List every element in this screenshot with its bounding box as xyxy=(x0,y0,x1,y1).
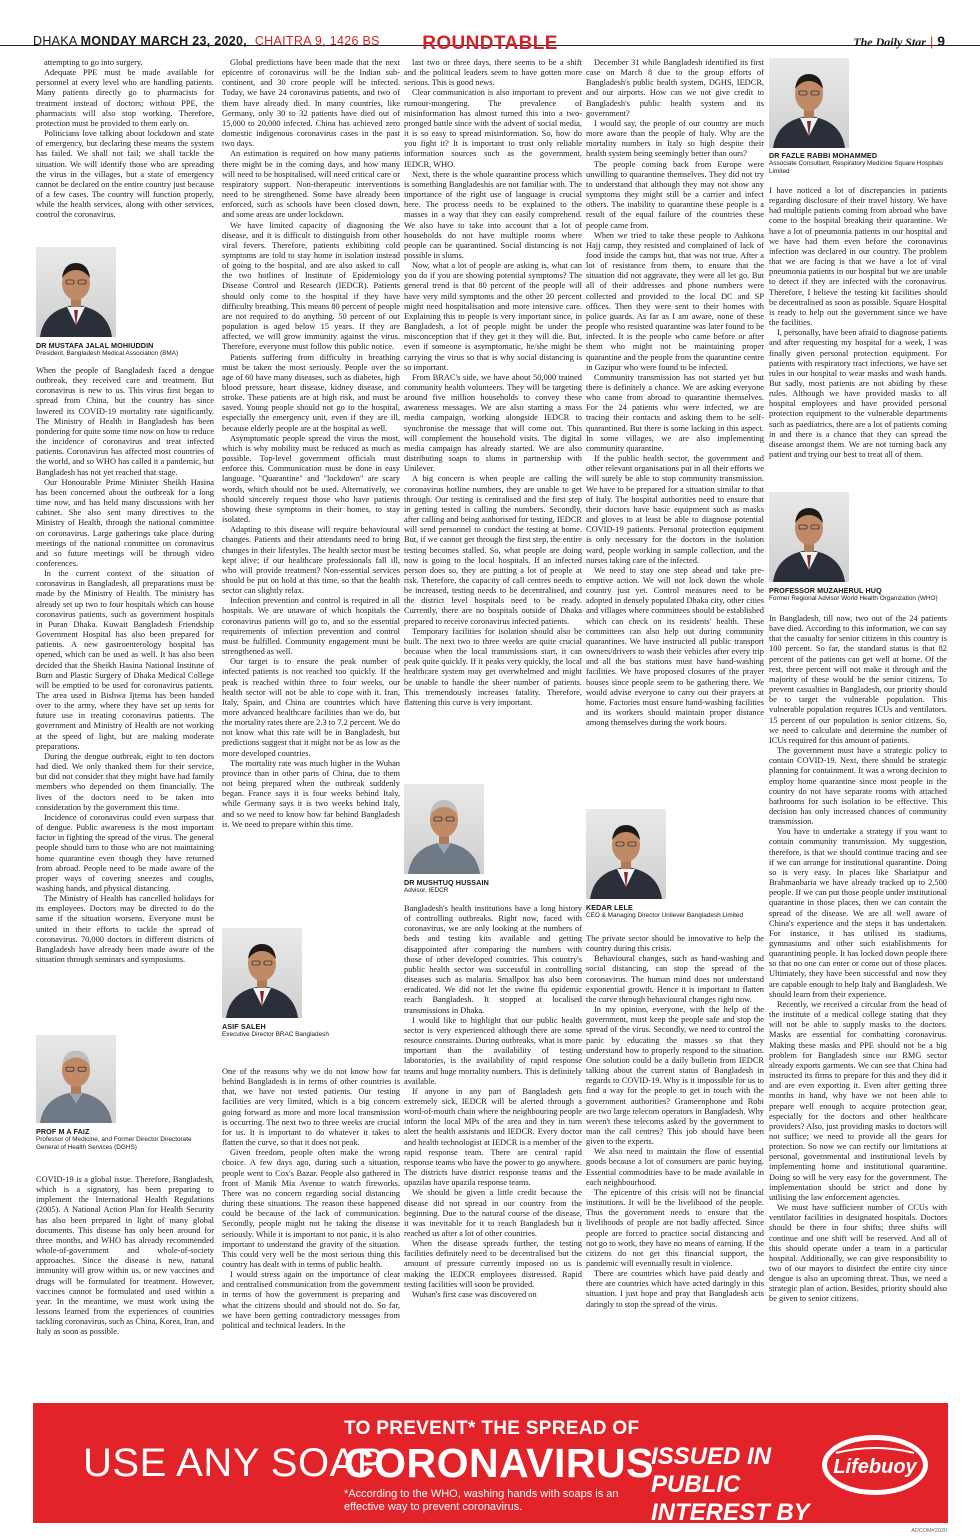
dateline-date: MONDAY MARCH 23, 2020, xyxy=(80,34,248,48)
column-5-top xyxy=(769,186,947,460)
column-2-top xyxy=(222,58,400,830)
article-paragraph: Adequate PPE must be made available for personnel at every level who are handling patients. Many patients directly go to pharmacists for treatment instead of doctors; without PPE, the pharmacists will also stop working. Therefore, protection must be provided to them early on. xyxy=(36,68,214,128)
article-paragraph: Asymptomatic people spread the virus the most, which is why mobility must be reduced as much as possible. Top-level government officials must enforce this. Communication must be done in easy language. "Quarantine" and "lockdown" are scary words, which should not be used. Alternatively, we should sincerely request those who have patients showing these symptoms in their homes, to stay isolated. xyxy=(222,433,400,525)
speaker-caption-faiz xyxy=(36,1128,214,1152)
article-paragraph: Our target is to ensure the peak number of infected patients is not reached too quickly. If the peak is reached within three to four weeks, our health sector will not be able to cope with it. Iran, Italy, Spain, and China are countries which have more advanced healthcare facilities than we do, but the mortality rates there are 2.3 to 7.2 percent. We do not know what this rate will be in Bangladesh, but predictions suggest that it might not be as low as the more developed countries. xyxy=(222,657,401,758)
portrait-photo-icon xyxy=(769,492,849,582)
portrait-photo-icon xyxy=(404,784,484,874)
portrait-photo-icon xyxy=(36,1035,116,1123)
article-paragraph: When we tried to take these people to Ashkona Hajj camp, they resisted and complained of lack of food inside the camps but, that was not true. After a lot of resistance from them, to ensure that the situation did not aggravate, they were all let go. But all of their addresses and phone numbers were collected and provided to the local DC and SP offices. Then they were sent to their homes with police guards. As far as I am aware, none of these people who resisted quarantine was later found to be infected. It is the people who came before or after them who might not be maintaining proper quarantine and the people from the quarantine centre in Gazipur who were found to be infected. xyxy=(586,230,764,372)
article-paragraph: In the current context of the situation of coronavirus in Bangladesh, all preparations must be made by the Ministry of Health. The ministry has already set up two to four hospitals which can house coronavirus patients, such as government hospitals in Puran Dhaka. Kuwait Bangladesh Friendship Government Hospital has also been prepared for patients. A new gastroenterology hospital has opened, which can be used as well. It has also been decided that the Sheikh Hasina National Institute of Burn and Plastic Surgery of Dhaka Medical College will be emptied to be used for coronavirus patients. The area used in Bishwa Ijtema has been handed over to the army, where they have set up tents for future use in treating coronavirus patients. The government and Ministry of Health are not working at the speed of light, but are making moderate preparations. xyxy=(36,569,214,751)
speaker-name: ASIF SALEH xyxy=(222,1022,266,1031)
speaker-role: Executive Director BRAC Bangladesh xyxy=(222,1031,329,1038)
article-paragraph: Infection prevention and control is required in all hospitals. We are unaware of which hospitals the coronavirus patients will go to, and so the essential requirements of infection prevention and control must be fulfilled. Community engagement must be strengthened as well. xyxy=(222,596,400,657)
speaker-role: Associate Consultant, Respiratory Medicine Square Hospitals Limited xyxy=(769,160,944,175)
article-paragraph: Incidence of coronavirus could even surpass that of dengue. Public awareness is the most important factor in fighting the spread of the virus. The general people should turn to those who are not maintaining home quarantine even though they have returned from abroad. People need to be made aware of the proper ways of covering sneezes and coughs, washing hands, and physical distancing. xyxy=(36,812,214,893)
speaker-caption-hussain xyxy=(404,879,582,895)
article-paragraph: Behavioural changes, such as hand-washing and social distancing, can stop the spread of the coronavirus. The human mind does not understand exponential growth. Hence it is important to flatten the curve through behavioural changes right now. xyxy=(586,954,764,1004)
speaker-name: DR MUSTAFA JALAL MOHIUDDIN xyxy=(36,341,154,350)
speaker-caption-huq xyxy=(769,587,947,603)
masthead xyxy=(853,33,945,50)
speaker-portrait-lele xyxy=(586,809,666,899)
speaker-name: PROFESSOR MUZAHERUL HUQ xyxy=(769,586,882,595)
speaker-name: PROF M A FAIZ xyxy=(36,1127,90,1136)
masthead-logo: The Daily Star xyxy=(853,35,926,49)
article-paragraph: If anyone in any part of Bangladesh gets extremely sick, IEDCR will be alerted through a word-of-mouth chain where the neighbouring people inform the local MPs of the area and they in turn alert the health assistants and IEDCR. Every doctor and health technologist at IEDCR is a member of the rapid response team. There are central rapid response teams who have the power to go anywhere. The districts have district response teams and the upazilas have upazila response teams. xyxy=(404,1086,582,1188)
article-paragraph: In Bangladesh, till now, two out of the 24 patients have died. According to this information, we can say that the casualty for senior citizens in this country is 100 percent. So far, the standard status is that 82 percent of the patients can get well at home. Of the rest, three percent will not make it through and the majority of these would be the senior citizens. To prevent casualties in Bangladesh, our priority should be to target the vulnerable population. This vulnerable population requires ICUs and ventilators. 15 percent of our population is senior citizens. So, we need to calculate and determine the number of ICUs required for this amount of patients. xyxy=(769,614,947,745)
page-number: 9 xyxy=(937,33,945,49)
article-paragraph: I would like to highlight that our public health sector is very experienced although there are some resource constraints. During outbreaks, what is more important than the availability of testing laboratories, is the availability of rapid response teams and huge mortality numbers. This is definitely available. xyxy=(404,1015,582,1086)
article-paragraph: Our Honourable Prime Minister Sheikh Hasina has been concerned about the outbreak for a long time now, and has held many discussions with her cabinet. She also sent many directives to the Ministry of Health, through the national committee on coronavirus. Large gatherings take place during meetings of the national committee on coronavirus and so future meetings will be through video conferences. xyxy=(36,477,214,568)
ad-issued-text: ISSUED IN PUBLIC INTEREST BY xyxy=(651,1443,810,1523)
article-paragraph: One of the reasons why we do not know how far behind Bangladesh is in terms of other countries is that, we have not tested patients. Our testing facilities are very limited, which is a big concern going forward as more and more local transmission is occurring. The next two to three weeks are crucial for us. It is important to do whatever it takes to flatten the curve, so that it does not peak. xyxy=(222,1067,400,1148)
article-paragraph: From BRAC's side, we have about 50,000 trained community health volunteers. They will be targeting around five million households to convey these awareness messages. We are also starting a mass media campaign, working alongside IEDCR to synchronise the message that will come out. This will complement the household visits. The digital media campaign has already started. We are also distributing soaps to slums in partnership with Unilever. xyxy=(404,372,582,474)
masthead-divider: | xyxy=(929,35,934,49)
speaker-name: KEDAR LELE xyxy=(586,903,633,912)
article-paragraph: The government must have a strategic policy to contain COVID-19. Next, there should be strategic planning for containment. It was a wrong decision to employ home quarantine since most people in the country do not have separate rooms with attached bathrooms for such isolation to be effective. This decision has only increased chances of community transmission. xyxy=(769,746,947,827)
speaker-portrait-mohiuddin xyxy=(36,247,116,337)
article-paragraph: If the public health sector, the government and other relevant organisations put in all their efforts we will surely be able to stop community transmission. We have to be prepared for a situation similar to that of Italy. The hospital authorities need to ensure that their doctors have basic equipment such as masks and gloves to at least be able to diagnose potential COVID-19 patients. Personal protection equipment is only necessary for the doctors in the isolation ward, people working in sample collection, and the nurses taking care of the infected. xyxy=(586,454,764,565)
article-paragraph: An estimation is required on how many patients there might be in the coming days, and how many will need to be hospitalised, will need critical care or respiratory support. Non-therapeutic interventions need to be strengthened. Some have already been enforced, such as schools have been closed down, and some areas are under lockdown. xyxy=(222,149,400,220)
lifebuoy-logo-icon xyxy=(820,1433,930,1497)
dateline-city: DHAKA xyxy=(33,34,77,48)
article-paragraph: We must have sufficient number of CCUs with ventilator facilities in designated hospitals. Doctors should be there in four shifts; three shifts will continue and one shift will be reserved. And all of this should operate under a team in a particular hospital. Additionally, we can give responsibility to two of our mayors to disinfect the entire city since dengue is also an upcoming threat. Thus, we need a strategic plan of action. Besides, priority should also be given to senior citizens. xyxy=(769,1203,947,1304)
article-paragraph: We should be given a little credit because the disease did not spread in our country from the beginning. Due to the natural course of the disease, it was inevitable for it to reach Bangladesh but it reached us after a lot of other countries. xyxy=(404,1188,582,1238)
article-paragraph: In my opinion, everyone, with the help of the government, must keep the people safe and stop the spread of the virus. Secondly, we need to control the panic by educating the masses so that they understand how to properly respond to the situation. One solution could be a daily bulletin from IEDCR talking about the current status of Bangladesh in regards to COVID-19. Why is it impossible for us to find a way for the people to get in touch with the government authorities? Grameenphone and Robi are two large telecom operators in Bangladesh. Why weren't these telecoms asked by the government to man the call centres? This job should have been given to the experts. xyxy=(586,1005,764,1147)
article-paragraph: Temporary facilities for isolation should also be built. The next two to three weeks are quite crucial because when the local transmissions start, it can peak quite quickly. If it peaks very quickly, the local healthcare system may get overwhelmed and might be unable to handle the sheer number of patients. This tremendously increases fatality. Therefore, flattening this curve is very important. xyxy=(404,626,582,707)
speaker-portrait-hussain xyxy=(404,784,484,874)
article-paragraph: Adapting to this disease will require behavioural changes. Patients and their attendants need to bring changes in their lifestyles. The health sector must be kept alive; if our healthcare professionals fall ill, who will provide treatment? Non-essential services should be put on hold at this time, so that the health sector can slightly relax. xyxy=(222,525,400,596)
dateline-bengali-date: CHAITRA 9, 1426 BS xyxy=(254,34,380,48)
article-paragraph: Now, what a lot of people are asking is, what can you do if you are showing potential symptoms? The general trend is that 80 percent of the people will have very mild symptoms and the other 20 percent might need hospitalisation and more intensive care. Explaining this to people is very important since, in Bangladesh, a lot of people might be under the misconception that if they get it they will die. But, even if someone is asymptomatic, he/she might be carrying the virus so that is why social distancing is so important. xyxy=(404,261,582,372)
article-paragraph: Patients suffering from difficulty in breathing must be taken the most seriously. People over the age of 60 have many diseases, such as diabetes, high blood pressure, heart disease, kidney disease, and stroke. These patients are at high risk, and must be saved. Young people should not go to the hospital, especially the emergency unit, even if they are ill, because elderly people are at the hospital as well. xyxy=(222,352,400,433)
article-paragraph: Politicians love talking about lockdown and state of emergency, but declaring these means the system has failed. We shall not fail; we shall tackle the situation. We will identify those who are spreading the virus in the villages, but a state of emergency cannot be declared on the entire country just because of a few cases. The country will function properly, while the health services, along with other services, control the coronavirus. xyxy=(36,129,214,220)
page-header xyxy=(0,0,980,54)
speaker-caption-saleh xyxy=(222,1023,400,1039)
speaker-name: DR MUSHTUQ HUSSAIN xyxy=(404,878,489,887)
ad-headline-main: CORONAVIRUS xyxy=(344,1440,654,1486)
article-paragraph: Wuhan's first case was discovered on xyxy=(412,1289,537,1299)
article-paragraph: I would stress again on the importance of clear and centralised communication from the government in terms of how the government is preparing and what the citizens should and should not do. So far, we have been getting contradictory messages from political and technical leaders. In the xyxy=(222,1270,400,1330)
article-paragraph: You have to undertake a strategy if you want to contain community transmission. My suggestion, therefore, is that we should continue tracing and see if we can arrange for institutional quarantine. Doing so is very easy. In places like Shariatpur and Brahmanbaria we have already tracked up to 2,500 people. If we can put those people under institutional quarantine in those places, then we can contain the spread of the disease. We are all well aware of China's experience and the steps it has undertaken. For instance, it has utilised its stadiums, gymnasiums and other such establishments for quarantining people. It has locked down people there so that no one can enter or come out of those places. Ultimately, they have been successful and now they are capable enough to help Italy and Bangladesh. We should learn from their experience. xyxy=(769,827,947,999)
column-1-bottom xyxy=(36,1175,214,1338)
article-paragraph: When the disease spreads further, the testing facilities definitely need to be decentralised but the amount of pressure currently imposed on us is making the IEDCR employees distressed. Rapid testing facilities will soon be provided. xyxy=(404,1239,582,1289)
ad-code: ADCOM#2020 xyxy=(911,1528,947,1534)
speaker-portrait-rabbi xyxy=(769,58,849,148)
column-2-bottom xyxy=(222,1067,400,1331)
article-paragraph: I have noticed a lot of discrepancies in patients regarding disclosure of their travel history. We have had multiple patients coming from abroad who have come to the hospital breaking their quarantine. We have a lot of pneumonia patients in our hospital and we have had them even before the coronavirus infection was declared in our country. The problem that we are facing is that we have a lot of viral pneumonia patients in our hospital but we are unable to detect if they are infected with the coronavirus. Therefore, I believe the testing kit facilities should be decentralised as soon as possible. Square Hospital is ready to help out the government since we have the facilities. xyxy=(769,186,947,328)
speaker-name: DR FAZLE RABBI MOHAMMED xyxy=(769,151,878,160)
speaker-role: Professor of Medicine, and Former Director Directorate General of Health Services (DGHS) xyxy=(36,1136,192,1151)
article-paragraph: Bangladesh's health institutions have a long history of controlling outbreaks. Right now, faced with coronavirus, we are only looking at the numbers of beds and testing kits available and getting disappointed after comparing the numbers with those of other developed countries. This country's public health sector was successful in controlling diseases such as malaria. Smallpox has also been eradicated. We did not let the swine flu epidemic reach Bangladesh. It stopped at localised transmissions in Dhaka. xyxy=(404,904,582,1015)
column-1-middle xyxy=(36,366,214,965)
portrait-photo-icon xyxy=(222,928,302,1018)
speaker-caption-lele xyxy=(586,904,764,920)
article-paragraph: COVID-19 is a global issue. Therefore, Bangladesh, which is a signatory, has been preparing to implement the International Health Regulations (2005). A National Action Plan for Health Security has also been prepared in light of many global documents. This disease has only been around for three months, and WHO has already recommended whole-of-government and whole-of-society approaches. Since the disease is new, natural immunity will grow within us, or new vaccines and drugs will be formulated for treatment. However, vaccines cannot be formulated and used within a year. In the meantime, we must work using the lessons learned from the experiences of countries tackling coronavirus, such as China, Korea, Iran, and Italy as soon as possible. xyxy=(36,1175,214,1337)
speaker-role: Advisor, IEDCR xyxy=(404,887,449,894)
ad-headline-top: TO PREVENT* THE SPREAD OF xyxy=(344,1418,640,1439)
lifebuoy-brand-text: Lifebuoy xyxy=(833,1456,917,1478)
article-paragraph: The Ministry of Health has cancelled holidays for its employees. Doctors may be directed to do the same if the situation worsens. Everyone must be united in their efforts to tackle the spread of coronavirus. 70,000 doctors in different districts of Bangladesh have already been made aware of the situation through seminars and symposiums. xyxy=(36,894,214,965)
article-paragraph: attempting to go into surgery. xyxy=(44,58,143,67)
article-paragraph: We also need to maintain the flow of essential goods because a lot of consumers are panic buying. Essential commodities have to be made available in each neighbourhood. xyxy=(586,1147,764,1187)
article-paragraph: I would say, the people of our country are much more aware than the people of Italy. Why are the mortality numbers in Italy so high despite their health system being seemingly better than ours? xyxy=(586,118,764,159)
column-4-top xyxy=(586,58,764,728)
column-3-top xyxy=(404,58,582,708)
article-paragraph: The epicentre of this crisis will not be financial institutions. It will be the livelihood of the people. Thus the government needs to ensure that the livelihoods of people are not badly affected. Since people are forced to practice social distancing and not go to work, they have no means of earning. If the citizens do not get this financial support, the pandemic will eventually result in violence. xyxy=(586,1187,764,1268)
article-paragraph: During the dengue outbreak, eight to ten doctors had died. We only thanked them for their service, but did not consider that they might have had family members who depended on them financially. The lives of the doctors need to be taken into consideration by the government this time. xyxy=(36,751,214,812)
column-5-bottom xyxy=(769,614,947,1305)
ad-soap-text: USE ANY SOAP xyxy=(83,1441,384,1485)
article-paragraph: last two or three days, there seems to be a shift and the political leaders seem to have gotten more serious. This is good news. xyxy=(404,58,582,88)
column-4-bottom xyxy=(586,934,764,1310)
article-paragraph: December 31 while Bangladesh identified its first case on March 8 due to the group efforts of Bangladesh's public health system, DGHS, IEDCR, and our airports. How can we not give credit to Bangladesh's public health system and its government? xyxy=(586,58,764,118)
speaker-caption-rabbi xyxy=(769,152,947,176)
article-paragraph: When the people of Bangladesh faced a dengue outbreak, they received care and treatment. But coronavirus is new to us. This virus first began to spread from China, but the country has since lowered its COVID-19 mortality rate significantly. The Ministry of Health in Bangladesh has been pondering for quite some time now on how to reduce the incidence of coronavirus and treat infected patients. Coronavirus has affected most countries of the world, and so WHO has called it a pandemic, but Bangladesh has not yet reached that stage. xyxy=(36,366,214,477)
article-paragraph: We have limited capacity of diagnosing the disease, and it is difficult to distinguish from other viral fevers. Therefore, patients exhibiting cold symptoms are told to stay home in isolation instead of going to the hospital, and are also asked to call the two hotlines of Institute of Epidemiology Disease Control and Research (IEDCR). Patients should only come to the hospital if they have difficulty breathing. This means 80 percent of people are not required to do anything. 50 percent of our population is aged below 15 years. If they are affected, we will grow immunity against the virus. Therefore, everyone must follow this public notice. xyxy=(222,220,400,352)
article-paragraph: A big concern is when people are calling the coronavirus hotline numbers, they are unable to get through. Our testing is centralised and the first step in getting tested is calling the numbers. Secondly, after calling and being authorised for testing, IEDCR will send personnel to conduct the testing at home. But, if we cannot get through the first step, the entire testing becomes stalled. So, what people are doing now is going to the local hospitals. If an infected person does so, they are putting a lot of people at risk. Therefore, the capacity of call centres needs to be increased, testing needs to be decentralised, and the district level hospitals need to be ready. Currently, there are no hospitals outside of Dhaka prepared to receive coronavirus infected patients. xyxy=(404,474,582,626)
portrait-photo-icon xyxy=(586,809,666,899)
column-3-bottom xyxy=(404,904,582,1300)
article-paragraph: Global predictions have been made that the next epicentre of coronavirus will be the Indian sub-continent, and 30 crore people will be infected. Today, we have 24 coronavirus patients, and two of them have already died. In many countries, like Germany, only 30 to 32 patients have died out of 15,000 to 20,000 infected. China has achieved zero domestic indigenous coronavirus cases in the past two days. xyxy=(222,58,400,149)
article-paragraph: The private sector should be innovative to help the country during this crisis. xyxy=(586,934,764,954)
portrait-photo-icon xyxy=(769,58,849,148)
section-title: ROUNDTABLE xyxy=(422,33,558,54)
ad-footnote: *According to the WHO, washing hands with soaps is an effective way to prevent coronavirus. xyxy=(344,1488,619,1513)
speaker-portrait-faiz xyxy=(36,1035,116,1123)
speaker-portrait-huq xyxy=(769,492,849,582)
article-paragraph: The people coming back from Europe were unwilling to quarantine themselves. They did not try to understand that although they may not show any symptoms they might still be a carrier and infect others. The inability to quarantine these people is a result of the equal failure of the countries these people came from. xyxy=(586,159,764,230)
article-paragraph: Community transmission has not started yet but there is definitely a chance. We are asking everyone who came from abroad to quarantine themselves. For the 24 patients who were infected, we are tracing their contacts and asking them to be self-quarantined. But there is some lacking in this aspect. In some villages, we are also implementing community quarantine. xyxy=(586,372,764,453)
speaker-role: CEO & Managing Director Unilever Bangladesh Limited xyxy=(586,912,744,919)
portrait-photo-icon xyxy=(36,247,116,337)
article-paragraph: Next, there is the whole quarantine process which is something Bangladeshis are not familiar with. The importance of the right use of language is crucial here. The process needs to be explained to the masses in a way that they can easily comprehend. We also have to take into account that a lot of households do not have multiple rooms where people can be quarantined. Social distancing is not possible in slums. xyxy=(404,169,582,260)
article-paragraph: I, personally, have been afraid to diagnose patients and after requesting my hospital for a week, I was finally given personal protection equipment. For patients with respiratory tract infections, we have set rules in our hospital to wear masks and wash hands. But sadly, most patients are not abiding by these rules. Although we have provided masks to all hospital employees and have provided personal protection equipment to the vulnerable departments such as paediatrics, there are a lot of patients coming in and there is a chance that they can spread the disease amongst them. We are not turning back any patient and trying our best to treat all of them. xyxy=(769,328,947,460)
speaker-role: President, Bangladesh Medical Association (BMA) xyxy=(36,350,179,357)
column-1-top xyxy=(36,58,214,221)
article-paragraph: Clear communication is also important to prevent rumour-mongering. The prevalence of misinformation has almost turned this into a two-pronged battle since with the advent of social media, it is so easy to spread misinformation. So, how do you fight it? It is important to trust only reliable information sources such as the government, IEDCR, WHO. xyxy=(404,88,582,169)
lifebuoy-advertisement xyxy=(33,1403,948,1523)
article-paragraph: We need to stay one step ahead and take pre-emptive action. We will not lock down the whole country just yet. Control measures need to be adopted in densely populated Dhaka city, other cities and villages where committees should be established which can check on its residents' health. These committees can also help out during community quarantines. We have instructed all public transport owners/drivers to wash their vehicles after every trip and all the bus stations must have hand-washing facilities. We have proposed closures of the prayer houses since people seem to be gathering there. We would advise everyone to carry out their prayers at home. Factories must ensure hand-washing facilities and its workers should maintain proper distance among themselves during the work hours. xyxy=(586,565,764,728)
article-paragraph: The mortality rate was much higher in the Wuhan province than in other parts of China, due to them not being prepared when the outbreak suddenly began. France says it is four weeks behind Italy, while Germany says it is two weeks behind Italy, and so we need to know how far behind Bangladesh is. We need to prepare within this time. xyxy=(222,758,400,829)
article-paragraph: Recently, we received a circular from the head of the institute of a medical college stating that they will not be able to supply masks to the doctors. Masks are essential for combatting coronavirus. Making these masks and PPE should not be a big problem for Bangladesh since our RMG sector already exports garments. We can see that China had instructed its firms to prepare for this and they did it and are even exporting it. Even after getting three months in hand, why have we not been able to prepare well enough to acquire protection gear, especially for the doctors and other healthcare providers? Also, just providing masks to doctors will not suffice; we need to provide all the gears for protection. So now we can rectify our limitations at personal, governmental and institutional levels by implementing home and institutional quarantine. Doing so will be very easy for the government. The implementation should be strict and done by utilising the law enforcement agencies. xyxy=(769,999,947,1202)
speaker-portrait-saleh xyxy=(222,928,302,1018)
article-paragraph: There are countries which have paid dearly and there are countries which have acted daringly in this situation. I just hope and pray that Bangladesh acts daringly to stop the spread of the virus. xyxy=(586,1269,764,1309)
speaker-caption-mohiuddin xyxy=(36,342,214,358)
article-paragraph: Given freedom, people often make the wrong choice. A few days ago, during such a situation, people went to Cox's Bazar. People also gathered in front of Manik Mia Avenue to watch fireworks. There was no concern regarding social distancing during these situations. The reason these happened could be because of the lack of communication. Secondly, people might not be taking the disease seriously. While it is important to not panic, it is also important to understand the gravity of the situation. This could very well be the most serious thing this country has dealt with in terms of public health. xyxy=(222,1148,400,1269)
speaker-role: Former Regional Advisor World Health Organization (WHO) xyxy=(769,595,938,602)
